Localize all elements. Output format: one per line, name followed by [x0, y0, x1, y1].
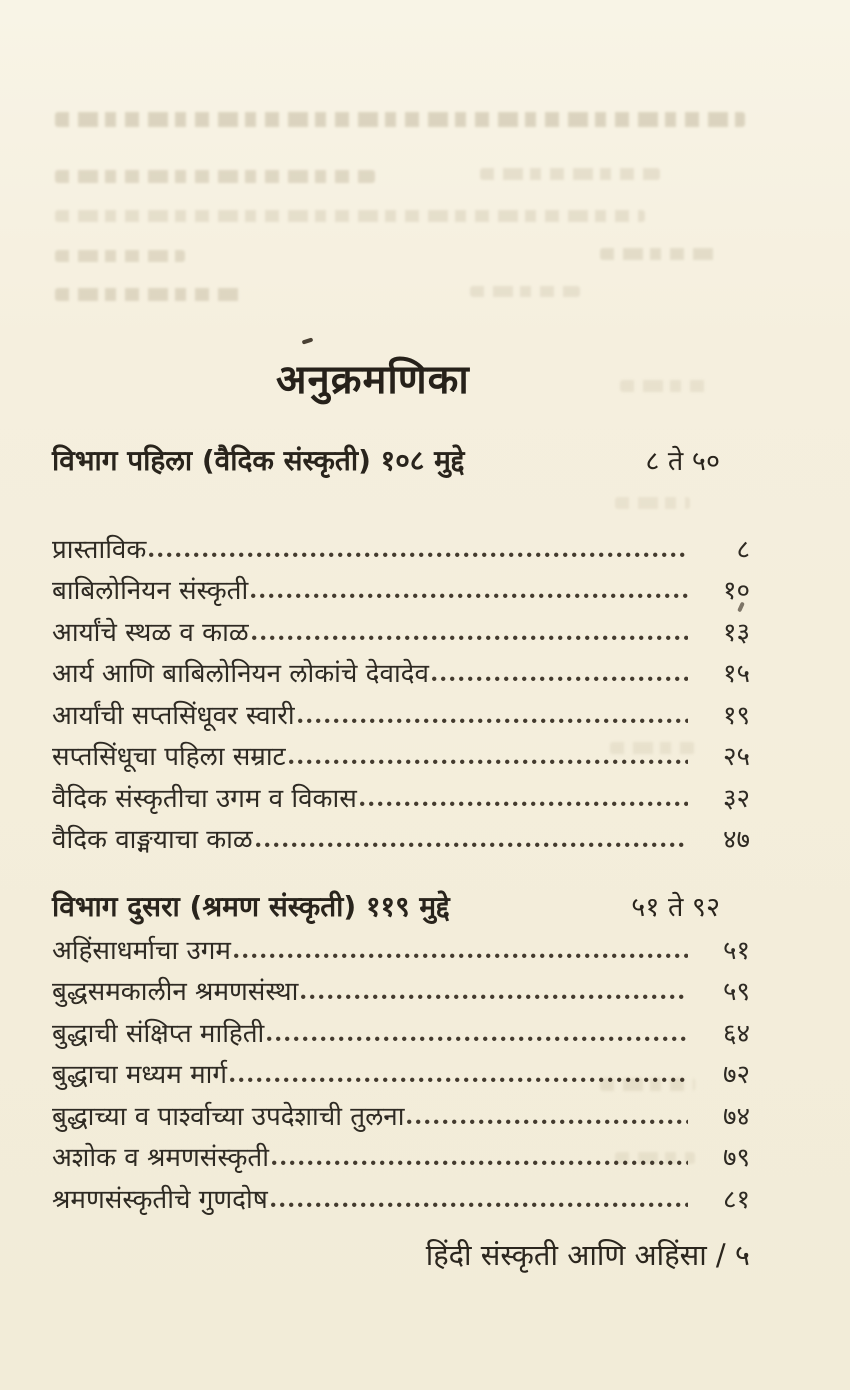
entry-title: प्रास्ताविक: [52, 534, 147, 565]
entry-title: श्रमणसंस्कृतीचे गुणदोष: [52, 1184, 268, 1215]
toc-content: [52, 0, 750, 1273]
footer-text: हिंदी संस्कृती आणि अहिंसा / ५: [425, 1237, 750, 1272]
dot-leader: [234, 953, 688, 959]
entry-page-number: ७२: [722, 1060, 750, 1090]
toc-entry: [52, 1049, 750, 1091]
entry-page-number: ५१: [722, 935, 750, 966]
toc-entry: [52, 1132, 750, 1174]
entry-page-number: ८१: [722, 1184, 750, 1215]
entry-title: आर्यांची सप्तसिंधूवर स्वारी: [52, 700, 295, 731]
toc-entry: [52, 689, 750, 731]
toc-entry: [52, 731, 750, 773]
section-page-range: ५१ ते ९२: [631, 892, 720, 923]
dot-leader: [360, 801, 688, 807]
entry-title: आर्यांचे स्थळ व काळ: [52, 617, 249, 648]
dot-leader: [432, 676, 688, 682]
entry-page-number: ७९: [722, 1143, 750, 1173]
entry-page-number: ७४: [722, 1101, 750, 1132]
toc-entry: [52, 1090, 750, 1132]
dot-leader: [271, 1202, 688, 1208]
toc-entry: [52, 523, 750, 565]
entry-title: वैदिक संस्कृतीचा उगम व विकास: [52, 783, 357, 814]
toc-entry: [52, 966, 750, 1008]
entry-page-number: १३: [722, 617, 750, 648]
book-title-footer: [52, 1237, 750, 1273]
section-page-range: ८ ते ५०: [645, 446, 720, 477]
dot-leader: [289, 759, 688, 765]
toc-entry: [52, 814, 750, 856]
entry-title: आर्य आणि बाबिलोनियन लोकांचे देवादेव: [52, 659, 429, 689]
section-heading: [52, 889, 750, 926]
toc-entry: [52, 1007, 750, 1049]
section-heading: [52, 442, 750, 481]
entry-page-number: १५: [722, 659, 750, 689]
dot-leader: [149, 552, 688, 558]
toc-section-shraman: [52, 889, 750, 1215]
dot-leader: [267, 1036, 688, 1042]
entry-title: अशोक व श्रमणसंस्कृती: [52, 1143, 269, 1173]
toc-entry: [52, 924, 750, 966]
page-title: अनुक्रमणिका: [276, 357, 470, 403]
entry-title: बुद्धाची संक्षिप्त माहिती: [52, 1018, 265, 1049]
toc-entries: [52, 523, 750, 855]
entry-title: अहिंसाधर्माचा उगम: [52, 935, 231, 966]
entry-page-number: २५: [722, 742, 750, 772]
entry-title: बुद्धसमकालीन श्रमणसंस्था: [52, 977, 299, 1007]
toc-entry: [52, 565, 750, 607]
entry-title: वैदिक वाङ्मयाचा काळ: [52, 825, 253, 855]
entry-title: बाबिलोनियन संस्कृती: [52, 576, 249, 606]
dot-leader: [252, 635, 688, 641]
entry-title: बुद्धाच्या व पार्श्वाच्या उपदेशाची तुलना: [52, 1101, 405, 1132]
dot-leader: [301, 994, 688, 1000]
dot-leader: [298, 718, 688, 724]
entry-page-number: ४७: [722, 825, 750, 855]
toc-section-vedic: [52, 442, 750, 855]
entry-page-number: ६४: [722, 1018, 750, 1049]
entry-page-number: ८: [736, 534, 750, 565]
toc-entry: [52, 648, 750, 690]
entry-title: सप्तसिंधूचा पहिला सम्राट: [52, 742, 286, 772]
entry-page-number: १९: [722, 700, 750, 731]
entry-page-number: १०: [722, 576, 750, 606]
entry-page-number: ५९: [722, 977, 750, 1007]
entry-page-number: ३२: [722, 783, 750, 814]
dot-leader: [256, 842, 688, 848]
toc-entry: [52, 772, 750, 814]
dot-leader: [251, 593, 688, 599]
entry-title: बुद्धाचा मध्यम मार्ग: [52, 1060, 227, 1090]
section-heading-text: विभाग दुसरा (श्रमण संस्कृती) ११९ मुद्दे: [52, 890, 450, 923]
toc-entry: [52, 1173, 750, 1215]
dot-leader: [407, 1119, 688, 1125]
section-heading-text: विभाग पहिला (वैदिक संस्कृती) १०८ मुद्दे: [52, 444, 465, 477]
toc-entry: [52, 606, 750, 648]
dot-leader: [272, 1160, 688, 1166]
dot-leader: [230, 1077, 688, 1083]
toc-entries: [52, 924, 750, 1215]
